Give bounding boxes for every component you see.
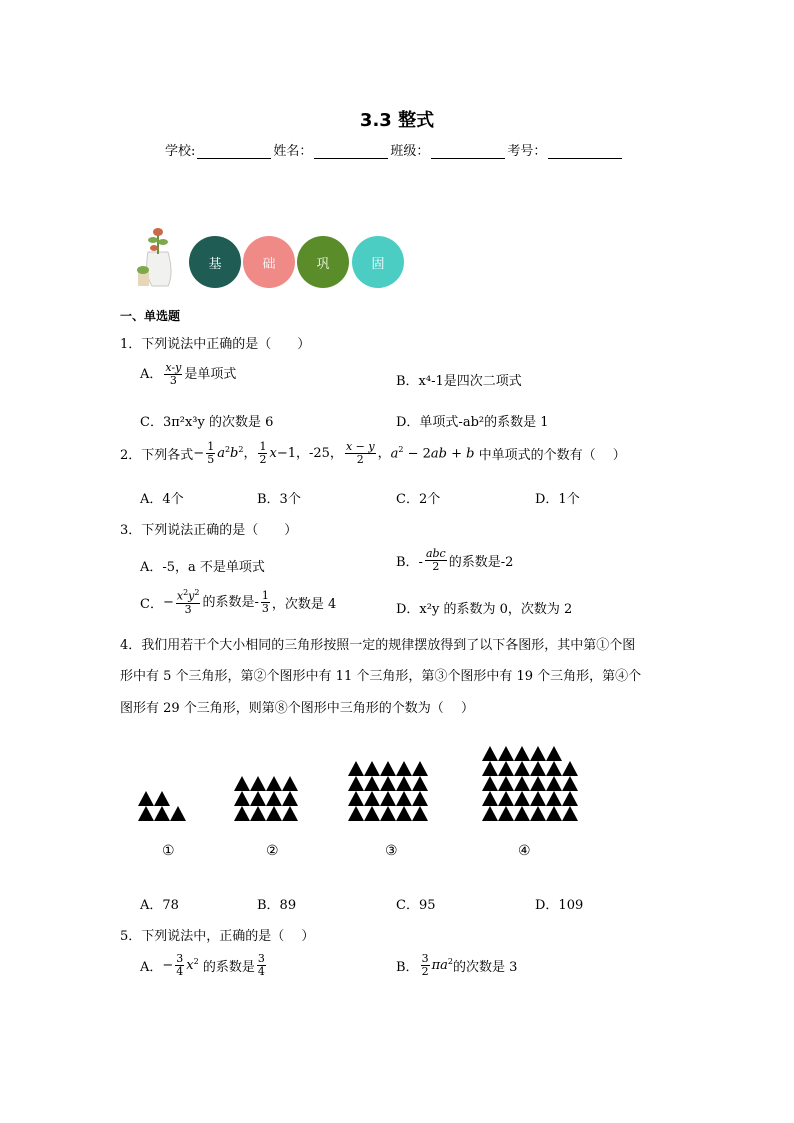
school-blank[interactable] xyxy=(197,144,271,159)
triangle xyxy=(498,791,514,806)
triangle xyxy=(250,776,266,791)
q3-b-rest: 的系数是-2 xyxy=(448,555,514,571)
triangle xyxy=(396,806,412,821)
triangle xyxy=(364,806,380,821)
badge-chu xyxy=(243,236,295,288)
exam-no-label: 考号： xyxy=(507,144,547,159)
triangle xyxy=(266,806,282,821)
badge-gong xyxy=(297,236,349,288)
triangle xyxy=(234,791,250,806)
q1-option-b[interactable]: B．x⁴-1是四次二项式 xyxy=(396,374,522,389)
q2-expr-4: $a^2 - 2ab + b$ xyxy=(390,445,475,462)
triangle xyxy=(498,746,514,761)
triangle xyxy=(234,776,250,791)
name-blank[interactable] xyxy=(314,144,388,159)
q2-stem xyxy=(120,441,626,466)
triangle xyxy=(250,806,266,821)
figure-label-3: ③ xyxy=(385,843,398,859)
q3-option-a[interactable]: A．-5，a 不是单项式 xyxy=(140,560,265,575)
badge-gong-label: 巩 xyxy=(316,256,330,272)
plant-vase-icon xyxy=(134,224,180,288)
q3-b-den: 2 xyxy=(432,560,440,574)
exam-no-blank[interactable] xyxy=(548,144,622,159)
q1-a-den: 3 xyxy=(169,374,177,388)
triangle xyxy=(530,791,546,806)
q4-option-a[interactable]: A．78 xyxy=(140,898,179,913)
name-label: 姓名： xyxy=(273,144,313,159)
triangle-figures xyxy=(130,735,610,830)
triangle xyxy=(562,776,578,791)
badge-gu xyxy=(352,236,404,288)
triangle xyxy=(530,776,546,791)
triangle xyxy=(514,761,530,776)
q4-option-d[interactable]: D．109 xyxy=(535,898,584,913)
q3-b-label: B．- xyxy=(396,555,423,571)
triangle xyxy=(546,806,562,821)
triangle xyxy=(364,761,380,776)
triangle xyxy=(380,791,396,806)
q5-a-expr: − $\frac{3}{4}$ $x^2$ xyxy=(162,952,199,979)
q1-stem: 1．下列说法中正确的是（ ） xyxy=(120,337,311,352)
q4-option-c[interactable]: C．95 xyxy=(396,898,436,913)
triangle xyxy=(482,806,498,821)
triangle xyxy=(154,791,170,806)
triangle xyxy=(562,791,578,806)
triangle xyxy=(482,776,498,791)
badge-ji-label: 基 xyxy=(208,256,222,272)
triangle xyxy=(412,806,428,821)
q5-b-expr: $\frac{3}{2}$ $\pi a^2$ xyxy=(421,952,453,979)
q3-c-expr: − $\frac{x^2y^2}{3}$ 的系数是- $\frac{1}{3}$ xyxy=(162,588,269,616)
class-blank[interactable] xyxy=(431,144,505,159)
triangle xyxy=(530,761,546,776)
q2-expr-2: $\frac{1}{2}$ x−1，-25， xyxy=(259,440,343,467)
triangle xyxy=(348,791,364,806)
q2-expr-1: − $\frac{1}{5}$ $a^2b^2$， xyxy=(193,440,257,467)
q2-stem-prefix: 2．下列各式 xyxy=(120,448,194,464)
q3-option-c[interactable] xyxy=(140,589,336,616)
school-label: 学校: xyxy=(165,144,196,159)
triangle xyxy=(266,791,282,806)
triangle xyxy=(364,776,380,791)
triangle xyxy=(498,806,514,821)
q5-a-label: A． xyxy=(140,960,163,976)
q4-option-b[interactable]: B．89 xyxy=(257,898,297,913)
triangle xyxy=(250,791,266,806)
triangle xyxy=(396,791,412,806)
q4-line-1: 4．我们用若干个大小相同的三角形按照一定的规律摆放得到了以下各图形，其中第①个图 xyxy=(120,638,636,653)
triangle xyxy=(514,746,530,761)
triangle xyxy=(412,761,428,776)
q3-stem: 3．下列说法正确的是（ ） xyxy=(120,523,298,538)
page-title: 3.3 整式 xyxy=(359,110,435,131)
q1-a-label: A． xyxy=(140,367,163,383)
badge-gu-label: 固 xyxy=(371,256,385,272)
triangle xyxy=(154,806,170,821)
triangle xyxy=(514,806,530,821)
triangle xyxy=(482,761,498,776)
triangle xyxy=(282,791,298,806)
triangle xyxy=(234,806,250,821)
badge-chu-label: 础 xyxy=(262,256,276,272)
q1-option-a[interactable] xyxy=(140,362,236,387)
q5-b-label: B． xyxy=(396,960,419,976)
q1-a-rest: 是单项式 xyxy=(184,367,237,383)
triangle xyxy=(364,791,380,806)
q3-c-label: C． xyxy=(140,596,163,612)
triangle xyxy=(396,776,412,791)
q5-option-b[interactable] xyxy=(396,953,517,978)
q1-option-d[interactable]: D．单项式-ab²的系数是 1 xyxy=(396,415,549,430)
triangle xyxy=(562,761,578,776)
figure-label-4: ④ xyxy=(518,843,531,859)
figure-label-2: ② xyxy=(266,843,279,859)
triangle xyxy=(546,761,562,776)
q2-option-a[interactable]: A．4个 xyxy=(140,492,184,507)
triangle xyxy=(546,746,562,761)
q4-line-2: 形中有 5 个三角形，第②个图形中有 11 个三角形，第③个图形中有 19 个三角形，第④个 xyxy=(120,669,642,684)
q5-b-rest: 的次数是 3 xyxy=(452,960,518,976)
q1-a-fraction xyxy=(164,362,182,387)
triangle xyxy=(138,791,154,806)
q3-option-b[interactable] xyxy=(396,548,513,573)
q5-stem: 5．下列说法中，正确的是（ ） xyxy=(120,929,315,944)
q5-a-mid: 的系数是 xyxy=(202,960,255,976)
triangle xyxy=(530,746,546,761)
triangle xyxy=(482,791,498,806)
triangle xyxy=(396,761,412,776)
section-heading: 一、单选题 xyxy=(120,309,181,323)
triangle xyxy=(348,806,364,821)
triangle xyxy=(348,776,364,791)
figure-2-triangles xyxy=(234,776,298,821)
class-label: 班级： xyxy=(390,144,430,159)
figure-label-1: ① xyxy=(162,843,175,859)
triangle xyxy=(138,806,154,821)
q3-b-num: abc xyxy=(425,547,446,560)
triangle xyxy=(380,806,396,821)
triangle xyxy=(348,761,364,776)
triangle xyxy=(498,761,514,776)
figure-4-triangles xyxy=(482,746,578,821)
triangle xyxy=(546,791,562,806)
triangle xyxy=(562,806,578,821)
q2-option-c[interactable]: C．2个 xyxy=(396,492,441,507)
triangle xyxy=(514,776,530,791)
q1-option-c[interactable]: C．3π²x³y 的次数是 6 xyxy=(140,415,274,430)
triangle xyxy=(514,791,530,806)
triangle xyxy=(282,806,298,821)
triangle xyxy=(282,776,298,791)
triangle xyxy=(482,746,498,761)
triangle xyxy=(412,791,428,806)
q1-a-num: x-y xyxy=(165,361,182,374)
q3-c-rest: ，次数是 4 xyxy=(271,596,337,612)
student-info-line xyxy=(165,140,624,159)
q3-b-fraction xyxy=(425,548,447,573)
triangle xyxy=(380,761,396,776)
q4-line-3: 图形有 29 个三角形，则第⑧个图形中三角形的个数为（ ） xyxy=(120,701,474,716)
q2-option-d[interactable]: D．1个 xyxy=(535,492,580,507)
q5-option-a[interactable] xyxy=(140,953,268,978)
triangle xyxy=(170,806,186,821)
triangle xyxy=(412,776,428,791)
triangle xyxy=(380,776,396,791)
q2-expr-3: $\frac{x - y}{2}$ ， xyxy=(345,440,391,467)
q2-stem-suffix: 中单项式的个数有（ ） xyxy=(478,448,626,464)
badge-ji xyxy=(189,236,241,288)
q2-option-b[interactable]: B．3个 xyxy=(257,492,301,507)
figure-1-triangles xyxy=(138,791,186,821)
triangle xyxy=(546,776,562,791)
q5-a-value: $\frac{3}{4}$ xyxy=(257,952,265,979)
triangle xyxy=(530,806,546,821)
triangle xyxy=(266,776,282,791)
triangle xyxy=(498,776,514,791)
q3-option-d[interactable]: D．x²y 的系数为 0，次数为 2 xyxy=(396,602,573,617)
figure-3-triangles xyxy=(348,761,428,821)
